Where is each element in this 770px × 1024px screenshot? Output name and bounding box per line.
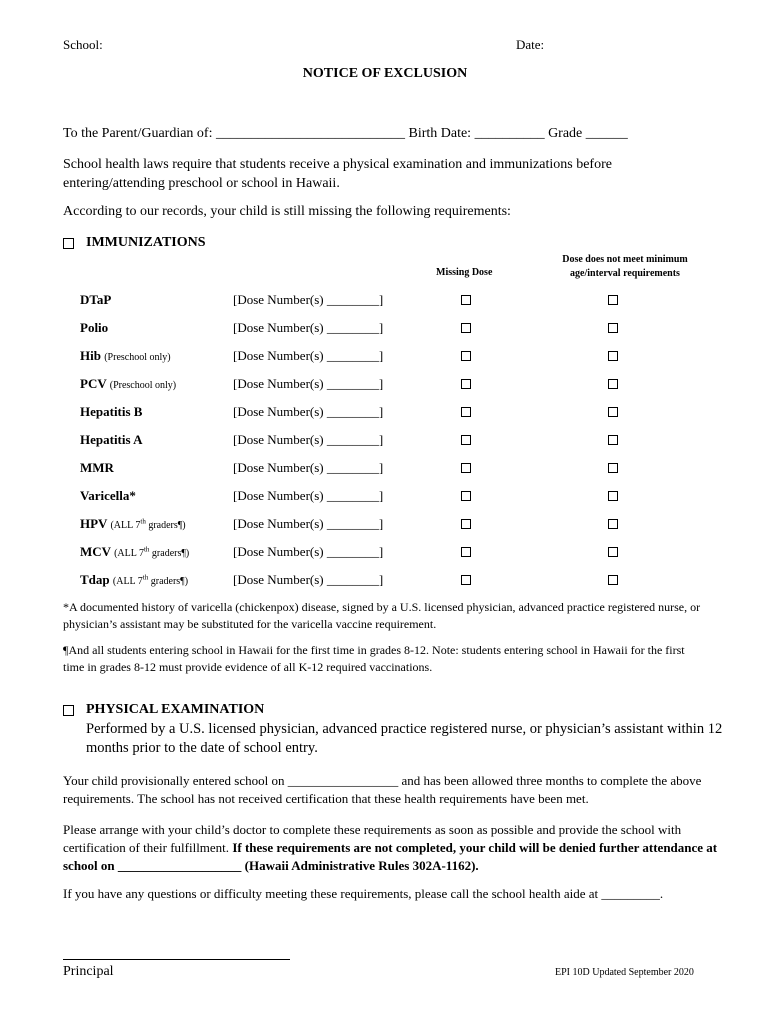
- vaccine-name: Hepatitis B: [80, 404, 143, 419]
- vaccine-row-pcv: [0, 376, 770, 396]
- physical-section-header: [63, 701, 264, 719]
- missing-dose-checkbox[interactable]: [461, 379, 471, 389]
- vaccine-row-hepatitis-a: [0, 432, 770, 452]
- missing-dose-checkbox[interactable]: [461, 547, 471, 557]
- form-id: EPI 10D Updated September 2020: [555, 967, 694, 978]
- vaccine-row-dtap: [0, 292, 770, 312]
- immunizations-section-header: [63, 234, 206, 252]
- minimum-age-checkbox[interactable]: [608, 295, 618, 305]
- date-label: Date:: [516, 37, 545, 52]
- dose-number-field[interactable]: [Dose Number(s) ________]: [233, 544, 384, 559]
- vaccine-name: Varicella*: [80, 488, 136, 503]
- vaccine-name: Hepatitis A: [80, 432, 143, 447]
- missing-dose-checkbox[interactable]: [461, 491, 471, 501]
- missing-dose-checkbox[interactable]: [461, 435, 471, 445]
- physical-detail: Performed by a U.S. licensed physician, advanced practice registered nurse, or physician’s assistant within 12 months prior to the date of school entry.: [86, 721, 723, 756]
- immunizations-checkbox[interactable]: [63, 238, 74, 249]
- arrange-paragraph: Please arrange with your child’s doctor to complete these requirements as soon as possible and provide the school with certification of their fulfillment. If these requirements are not completed, your child will be denied further attendance at school on ___________________ (Hawaii Administrative Rules 302A-1162).: [63, 822, 718, 873]
- vaccine-note: (Preschool only): [109, 380, 177, 391]
- footnote-varicella: *A documented history of varicella (chickenpox) disease, signed by a U.S. licensed physician, advanced practice registered nurse, or physician’s assistant may be substituted for the varicella vaccine requirement.: [63, 600, 701, 631]
- minimum-age-checkbox[interactable]: [608, 491, 618, 501]
- footnote-grades: ¶And all students entering school in Hawaii for the first time in grades 8-12. Note: students entering school in Hawaii for the first time in grades 8-12 must provide evidence of all K-12 required vaccinations.: [63, 643, 685, 674]
- dose-number-field[interactable]: [Dose Number(s) ________]: [233, 488, 384, 503]
- vaccine-row-hpv: [0, 516, 770, 536]
- minimum-age-checkbox[interactable]: [608, 547, 618, 557]
- vaccine-row-mcv: [0, 544, 770, 564]
- missing-dose-checkbox[interactable]: [461, 351, 471, 361]
- minimum-age-checkbox[interactable]: [608, 379, 618, 389]
- minimum-age-checkbox[interactable]: [608, 407, 618, 417]
- physical-heading: PHYSICAL EXAMINATION: [86, 702, 265, 718]
- vaccine-name: Hib (Preschool only): [80, 348, 171, 363]
- records-text: According to our records, your child is still missing the following requirements:: [63, 204, 511, 219]
- dose-number-field[interactable]: [Dose Number(s) ________]: [233, 292, 384, 307]
- dose-number-field[interactable]: [Dose Number(s) ________]: [233, 460, 384, 475]
- column-header-minimum-age: Dose does not meet minimum age/interval requirements: [562, 254, 688, 279]
- dose-number-field[interactable]: [Dose Number(s) ________]: [233, 376, 384, 391]
- vaccine-note: (ALL 7th graders¶): [112, 573, 189, 587]
- minimum-age-checkbox[interactable]: [608, 463, 618, 473]
- physical-exam-checkbox[interactable]: [63, 705, 74, 716]
- dose-number-field[interactable]: [Dose Number(s) ________]: [233, 432, 384, 447]
- questions-text: If you have any questions or difficulty meeting these requirements, please call the school health aide at _________.: [63, 886, 664, 901]
- vaccine-name: PCV (Preschool only): [80, 376, 177, 391]
- minimum-age-checkbox[interactable]: [608, 575, 618, 585]
- vaccine-note: (ALL 7th graders¶): [114, 545, 190, 559]
- minimum-age-checkbox[interactable]: [608, 351, 618, 361]
- vaccine-name: DTaP: [80, 292, 112, 307]
- dose-number-field[interactable]: [Dose Number(s) ________]: [233, 572, 384, 587]
- immunizations-heading: IMMUNIZATIONS: [86, 235, 206, 251]
- vaccine-name: Polio: [80, 320, 109, 335]
- missing-dose-checkbox[interactable]: [461, 323, 471, 333]
- vaccine-row-polio: [0, 320, 770, 340]
- vaccine-name: MMR: [80, 460, 114, 475]
- minimum-age-checkbox[interactable]: [608, 323, 618, 333]
- column-header-missing-dose: Missing Dose: [436, 267, 493, 278]
- dose-number-field[interactable]: [Dose Number(s) ________]: [233, 404, 384, 419]
- vaccine-row-mmr: [0, 460, 770, 480]
- missing-dose-checkbox[interactable]: [461, 407, 471, 417]
- parent-guardian-line: To the Parent/Guardian of: ___________________________ Birth Date: __________ Grade ______: [63, 126, 628, 141]
- vaccine-row-varicella: [0, 488, 770, 508]
- minimum-age-checkbox[interactable]: [608, 435, 618, 445]
- dose-number-field[interactable]: [Dose Number(s) ________]: [233, 516, 384, 531]
- page-title: NOTICE OF EXCLUSION: [302, 66, 468, 81]
- vaccine-row-tdap: [0, 572, 770, 592]
- vaccine-note: (Preschool only): [104, 352, 171, 363]
- missing-dose-checkbox[interactable]: [461, 463, 471, 473]
- principal-label: Principal: [63, 964, 114, 979]
- school-label: School:: [63, 37, 103, 52]
- minimum-age-checkbox[interactable]: [608, 519, 618, 529]
- denial-warning: If these requirements are not completed, your child will be denied further attendance at school on ___________________ (Hawaii Administrative Rules 302A-1162).: [63, 840, 718, 873]
- dose-number-field[interactable]: [Dose Number(s) ________]: [233, 348, 384, 363]
- vaccine-name: Tdap (ALL 7th graders¶): [80, 572, 189, 587]
- vaccine-row-hepatitis-b: [0, 404, 770, 424]
- vaccine-row-hib: [0, 348, 770, 368]
- missing-dose-checkbox[interactable]: [461, 519, 471, 529]
- vaccine-note: (ALL 7th graders¶): [110, 517, 186, 531]
- intro-paragraph: School health laws require that students receive a physical examination and immunizations before entering/attending preschool or school in Hawaii.: [63, 157, 612, 191]
- dose-number-field[interactable]: [Dose Number(s) ________]: [233, 320, 384, 335]
- missing-dose-checkbox[interactable]: [461, 575, 471, 585]
- missing-dose-checkbox[interactable]: [461, 295, 471, 305]
- vaccine-name: MCV (ALL 7th graders¶): [80, 544, 190, 559]
- provisional-paragraph: Your child provisionally entered school on _________________ and has been allowed three months to complete the above requirements. The school has not received certification that these health requirements have been met.: [63, 773, 702, 806]
- vaccine-name: HPV (ALL 7th graders¶): [80, 516, 186, 531]
- signature-line[interactable]: [63, 959, 290, 960]
